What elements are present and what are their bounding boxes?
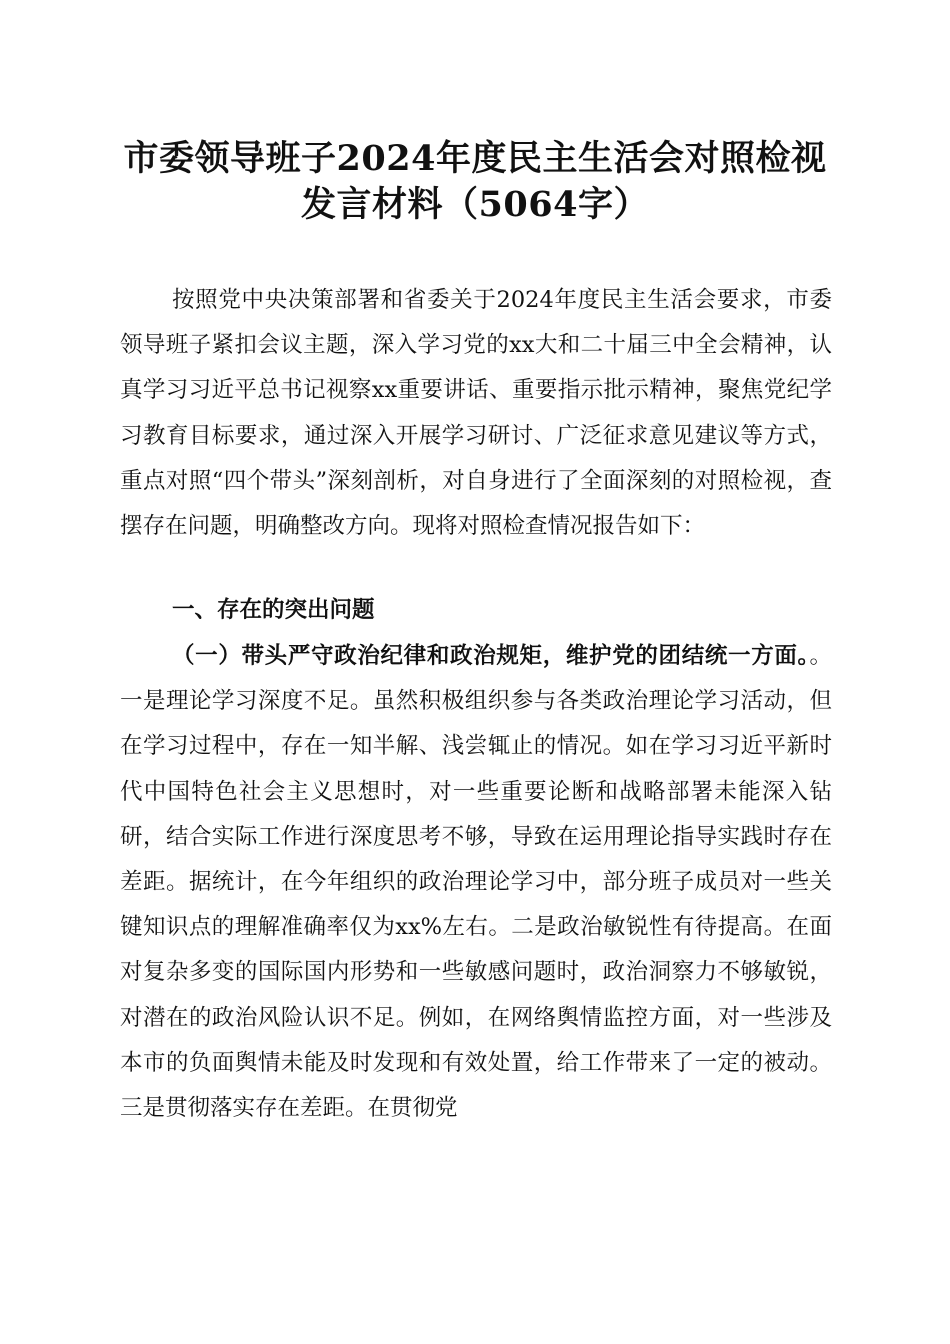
document-title-line-2: 发言材料（5064字） [301, 184, 649, 225]
intro-paragraph: 按照党中央决策部署和省委关于2024年度民主生活会要求，市委领导班子紧扣会议主题，深入学习党的xx大和二十届三中全会精神，认真学习习近平总书记视察xx重要讲话、重要指示批示精神，聚焦党纪学习教育目标要求，通过深入开展学习研讨、广泛征求意见建议等方式，重点对照“四个带头”深刻剖析，对自身进行了全面深刻的对照检视，查摆存在问题，明确整改方向。现将对照检查情况报告如下： [120, 287, 832, 540]
section-1-subheading: （一）带头严守政治纪律和政治规矩，维护党的团结统一方面。 [172, 643, 810, 669]
section-1-paragraph [120, 634, 832, 1131]
section-1-body: 。一是理论学习深度不足。虽然积极组织参与各类政治理论学习活动，但在学习过程中，存在一知半解、浅尝辄止的情况。如在学习习近平新时代中国特色社会主义思想时，对一些重要论断和战略部署未能深入钻研，结合实际工作进行深度思考不够，导致在运用理论指导实践时存在差距。据统计，在今年组织的政治理论学习中，部分班子成员对一些关键知识点的理解准确率仅为xx%左右。二是政治敏锐性有待提高。在面对复杂多变的国际国内形势和一些敏感问题时，政治洞察力不够敏锐，对潜在的政治风险认识不足。例如，在网络舆情监控方面，对一些涉及本市的负面舆情未能及时发现和有效处置，给工作带来了一定的被动。三是贯彻落实存在差距。在贯彻党 [120, 643, 832, 1122]
document-title-line-1: 市委领导班子2024年度民主生活会对照检视 [123, 138, 827, 179]
section-heading-1: 一、存在的突出问题 [172, 597, 375, 623]
